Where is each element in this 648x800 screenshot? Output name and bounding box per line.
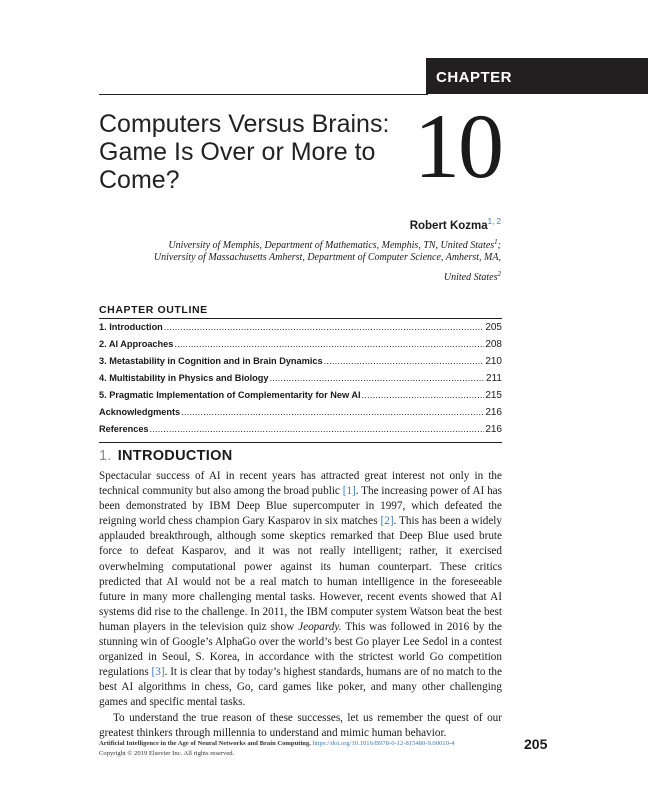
toc-leader — [174, 339, 484, 349]
chapter-number: 10 — [414, 95, 502, 197]
toc-entry[interactable] — [99, 390, 502, 407]
text-run: This was followed in 2016 by the stunning win of Google’s AlphaGo over the world’s best Go player Lee Sedol in a contest organized in Seoul, S. Korea, in accordance with the strictest world Go competition regulations — [99, 620, 502, 679]
toc-label: 2. AI Approaches — [99, 339, 174, 349]
copyright: Copyright © 2019 Elsevier Inc. All rights reserved. — [99, 750, 235, 757]
toc-entry[interactable] — [99, 407, 502, 424]
toc-entry[interactable] — [99, 373, 502, 390]
toc-leader — [164, 322, 485, 332]
affiliation-2 — [81, 250, 501, 286]
toc-entry[interactable] — [99, 339, 502, 356]
affiliation-2-text: University of Massachusetts Amherst, Department of Computer Science, Amherst, MA, — [153, 252, 501, 263]
toc-label: 1. Introduction — [99, 322, 163, 332]
section-heading — [99, 448, 232, 464]
text-run: To understand the true reason of these successes, let us remember the quest of our greatest thinkers through millennia to understand and mimic human behavior. — [99, 711, 502, 739]
affiliation-1-mark: 1 — [494, 238, 498, 246]
toc-leader — [181, 407, 484, 417]
text-run: . This has been a widely applauded breakthrough, although some skeptics remarked that Deep Blue used brute force to defeat Kasparov, and it was not really intelligent; rather, it exercised overwhelming computational power against its human counterpart. These critics predicted that AI would not be a real match to human intelligence in the foreseeable future in many more challenging mental tasks. However, recent events showed that AI systems did rise to the challenge. In 2011, the IBM computer system Watson beat the best human players in the television quiz show — [99, 515, 502, 633]
chapter-label: CHAPTER — [426, 58, 648, 94]
outline-rule-top — [99, 318, 502, 319]
section-title: INTRODUCTION — [117, 448, 233, 464]
page-number: 205 — [524, 736, 548, 752]
section-number: 1. — [99, 448, 112, 464]
toc-label: 4. Multistability in Physics and Biology — [99, 373, 269, 383]
affiliation-2-mark: 2 — [497, 270, 501, 278]
paragraph — [99, 711, 502, 741]
affiliation-2-country: United States — [443, 272, 498, 283]
chapter-outline — [99, 322, 502, 441]
toc-page: 215 — [485, 390, 502, 401]
author-name: Robert Kozma — [409, 220, 488, 232]
toc-page: 208 — [485, 339, 502, 350]
chapter-title-line-1: Computers Versus Brains: — [99, 110, 390, 138]
text-run: . It is clear that by today’s highest standards, humans are of no match to the best AI algorithms in chess, Go, card games like poker, and many other challenging games and specific mental tasks. — [99, 666, 502, 709]
author — [410, 217, 501, 232]
toc-page: 205 — [485, 322, 502, 333]
toc-page: 216 — [485, 407, 502, 418]
toc-label: Acknowledgments — [99, 407, 181, 417]
body-text — [99, 469, 502, 741]
show-title: Jeopardy. — [298, 620, 342, 633]
page-footer — [99, 739, 519, 759]
toc-label: References — [99, 424, 149, 434]
text-run: . The increasing power of AI has been demonstrated by IBM Deep Blue supercomputer in 1997, which defeated the reigning world chess champion Gary Kasparov in six matches — [99, 485, 502, 528]
doi-link[interactable]: https://doi.org/10.1016/B978-0-12-815480-9.00010-4 — [312, 740, 455, 747]
chapter-title-line-3: Come? — [99, 166, 180, 194]
chapter-title — [99, 110, 419, 194]
toc-leader — [270, 373, 486, 383]
affiliation-1-end: ; — [497, 240, 501, 251]
text-run: Spectacular success of AI in recent years has attracted great interest not only in the technical community but also among the broad public — [99, 470, 502, 498]
toc-entry[interactable] — [99, 322, 502, 339]
toc-page: 210 — [485, 356, 502, 367]
paragraph — [99, 469, 502, 711]
chapter-outline-heading: CHAPTER OUTLINE — [99, 304, 208, 316]
toc-page: 211 — [486, 373, 502, 384]
toc-leader — [362, 390, 485, 400]
toc-label: 3. Metastability in Cognition and in Brain Dynamics — [99, 356, 323, 366]
toc-entry[interactable] — [99, 356, 502, 373]
citation-link[interactable]: [2] — [380, 515, 394, 528]
citation-link[interactable]: [1] — [342, 485, 356, 498]
chapter-title-line-2: Game Is Over or More to — [99, 138, 376, 166]
citation-link[interactable]: [3] — [151, 666, 165, 679]
toc-leader — [324, 356, 485, 366]
outline-rule-bottom — [99, 442, 502, 443]
book-title: Artificial Intelligence in the Age of Neural Networks and Brain Computing. — [99, 740, 311, 747]
toc-page: 216 — [485, 424, 502, 435]
author-marks[interactable]: 1, 2 — [487, 217, 501, 226]
toc-label: 5. Pragmatic Implementation of Complementarity for New AI — [99, 390, 361, 400]
header-rule — [99, 94, 428, 95]
toc-entry[interactable] — [99, 424, 502, 441]
toc-leader — [150, 424, 485, 434]
affiliation-1-text: University of Memphis, Department of Mathematics, Memphis, TN, United States — [168, 240, 495, 251]
